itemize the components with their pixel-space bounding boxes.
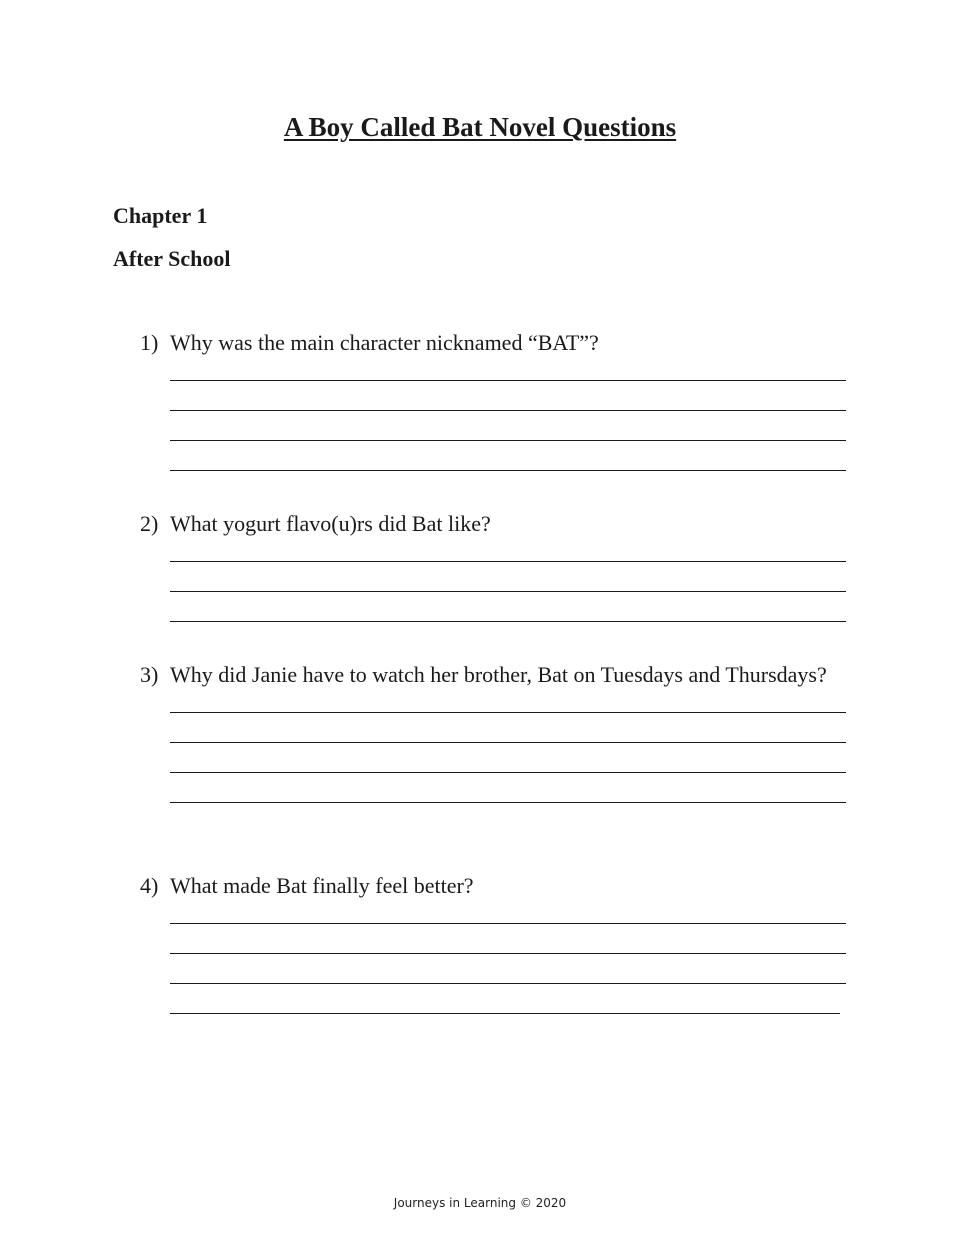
answer-line[interactable] bbox=[170, 983, 846, 984]
answer-line[interactable] bbox=[170, 802, 846, 803]
question-text: What yogurt flavo(u)rs did Bat like? bbox=[170, 511, 491, 536]
question-text: Why was the main character nicknamed “BAT”? bbox=[170, 330, 599, 355]
question-4 bbox=[140, 871, 850, 1014]
answer-line[interactable] bbox=[170, 380, 846, 381]
answer-line[interactable] bbox=[170, 923, 846, 924]
question-2 bbox=[140, 509, 850, 622]
question-text: What made Bat finally feel better? bbox=[170, 873, 474, 898]
footer-copyright: Journeys in Learning © 2020 bbox=[393, 1196, 567, 1210]
question-number: 4) bbox=[140, 873, 159, 898]
question-number: 3) bbox=[140, 662, 159, 687]
answer-line[interactable] bbox=[170, 621, 846, 622]
answer-line[interactable] bbox=[170, 561, 846, 562]
answer-line[interactable] bbox=[170, 591, 846, 592]
answer-line[interactable] bbox=[170, 440, 846, 441]
question-3 bbox=[140, 660, 850, 803]
question-1 bbox=[140, 328, 850, 471]
section-heading: After School bbox=[113, 246, 231, 271]
page-title: A Boy Called Bat Novel Questions bbox=[283, 112, 677, 142]
answer-line[interactable] bbox=[170, 742, 846, 743]
answer-line[interactable] bbox=[170, 953, 846, 954]
question-number: 2) bbox=[140, 511, 159, 536]
answer-line[interactable] bbox=[170, 1013, 840, 1014]
chapter-heading: Chapter 1 bbox=[113, 203, 208, 228]
answer-line[interactable] bbox=[170, 410, 846, 411]
question-text: Why did Janie have to watch her brother, Bat on Tuesdays and Thursdays? bbox=[170, 662, 827, 687]
answer-line[interactable] bbox=[170, 712, 846, 713]
answer-line[interactable] bbox=[170, 470, 846, 471]
question-number: 1) bbox=[140, 330, 159, 355]
answer-line[interactable] bbox=[170, 772, 846, 773]
